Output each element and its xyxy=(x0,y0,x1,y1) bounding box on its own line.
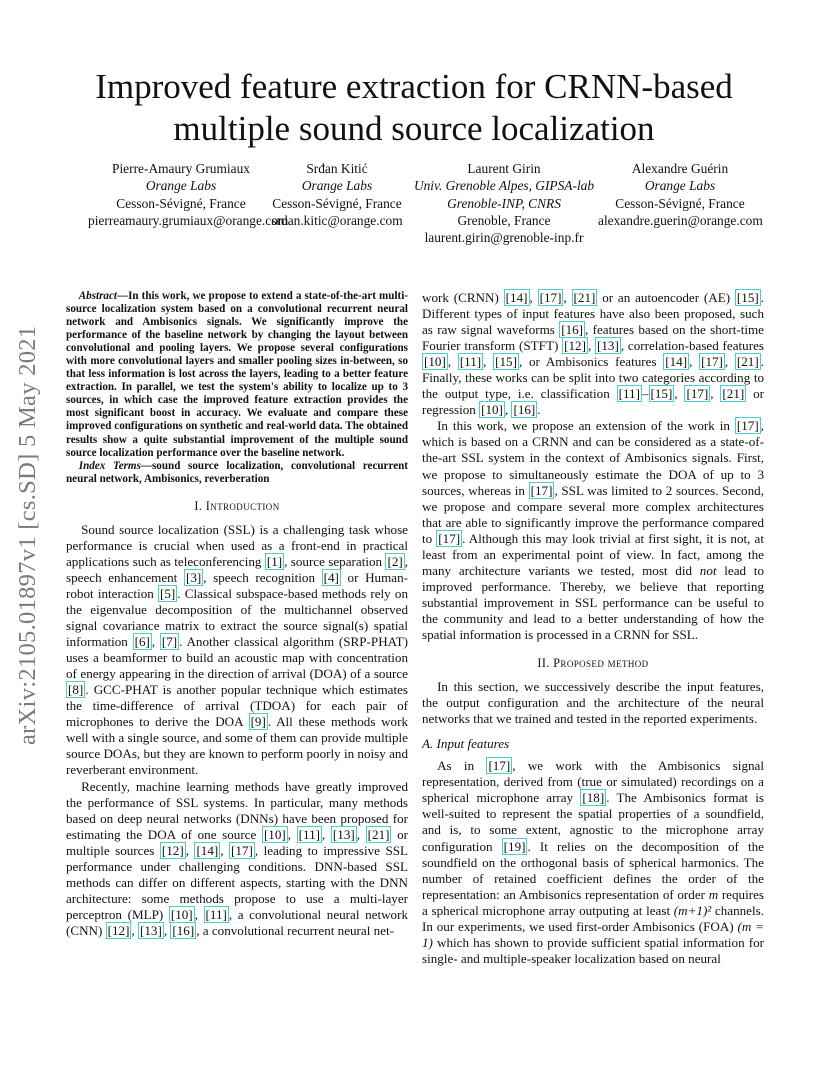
author-2 xyxy=(270,160,404,229)
citation-link[interactable]: [17] xyxy=(488,758,511,774)
citation-link[interactable]: [14] xyxy=(505,290,528,305)
author-affiliation: Orange Labs xyxy=(644,178,716,194)
author-name: Pierre-Amaury Grumiaux xyxy=(112,161,250,176)
citation-link[interactable]: [11] xyxy=(205,906,227,922)
section-number: I. xyxy=(194,498,203,513)
intro-paragraph-3: In this work, we propose an extension of the work in [17] , which is based on a CRNN and can be considered as a state-of-the-art SSL system in the context of Ambisonics signals. First, we propose to simultaneously estimate the DOA of up to 3 sources, whereas in [17] , SSL was limited to 2 sources. Second, we propose and compare several more complex architectures that are able to significantly improve the performance compared to [17] . Although this may look trivial at first sight, it is not, at least from an experimental point of view. In fact, among the many architecture variants we tested, most did not lead to improved performance. Thereby, we believe that reporting substantial improvement in SSL performance can be useful to the community and lead to a better understanding of how the spatial information is processed in a CRNN for SSL. xyxy=(422,418,764,642)
citation-link[interactable]: [15] xyxy=(736,290,759,305)
left-column xyxy=(66,290,408,939)
citation-link[interactable]: [8] xyxy=(68,682,84,698)
author-email[interactable]: pierreamaury.grumiaux@orange.com xyxy=(88,212,289,228)
section-title: Proposed method xyxy=(553,656,649,671)
citation-link[interactable]: [16] xyxy=(561,322,584,338)
citation-link[interactable]: [17] xyxy=(530,482,553,498)
abstract xyxy=(66,290,408,460)
citation-link[interactable]: [19] xyxy=(503,838,526,854)
paper-title: Improved feature extraction for CRNN-based multiple sound source localization xyxy=(95,67,733,148)
author-location: Cesson-Sévigné, France xyxy=(272,195,402,211)
citation-link[interactable]: [21] xyxy=(722,386,745,402)
citation-link[interactable]: [21] xyxy=(367,826,390,842)
section-number: II. xyxy=(537,656,550,671)
citation-link[interactable]: [3] xyxy=(185,569,202,585)
citation-link[interactable]: [17] xyxy=(736,418,759,434)
author-affiliation: Orange Labs xyxy=(145,178,217,194)
citation-link[interactable]: [17] xyxy=(539,290,562,305)
citation-link[interactable]: [21] xyxy=(736,354,759,370)
abstract-text: —In this work, we propose to extend a state-of-the-art multi-source localization system based on a convolutional recurrent neural network and Ambisonics signals. We significantly improve the performance of the baseline network by changing the layout between convolutional and pooling layers. We propose several configurations with more convolutional layers and smaller pooling sizes in-between, so that less information is lost across the layers, leading to a better feature extraction. In parallel, we test the system's ability to localize up to 3 sources, in which case the improved feature extraction provides the most significant boost in accuracy. We evaluate and compare these improved configurations on synthetic and real-world data. The obtained results show a quite substantial improvement of the multiple sound source localization performance over the baseline network. xyxy=(66,290,408,459)
citation-link[interactable]: [12] xyxy=(564,338,586,354)
citation-link[interactable]: [13] xyxy=(332,826,355,842)
citation-link[interactable]: [14] xyxy=(665,354,688,370)
citation-link[interactable]: [9] xyxy=(250,714,266,730)
index-terms xyxy=(66,460,408,486)
method-paragraph-1: In this section, we successively describe the input features, the output configuration and the architecture of the neural networks that we trained and tested in the reported experiments. xyxy=(422,679,764,727)
citation-link[interactable]: [4] xyxy=(323,569,339,585)
citation-link[interactable]: [10] xyxy=(424,354,446,370)
author-email[interactable]: alexandre.guerin@orange.com xyxy=(598,212,763,228)
author-1 xyxy=(88,160,289,229)
citation-link[interactable]: [2] xyxy=(387,553,403,569)
citation-link[interactable]: [12] xyxy=(107,922,130,938)
citation-link[interactable]: [10] xyxy=(170,906,193,922)
citation-link[interactable]: [6] xyxy=(134,634,150,650)
author-email[interactable]: laurent.girin@grenoble-inp.fr xyxy=(424,230,584,246)
author-name: Laurent Girin xyxy=(467,161,541,176)
citation-link[interactable]: [16] xyxy=(172,922,195,938)
author-name: Srđan Kitić xyxy=(306,161,368,176)
citation-link[interactable]: [15] xyxy=(650,386,673,402)
index-terms-label: Index Terms xyxy=(78,459,141,472)
citation-link[interactable]: [11] xyxy=(459,354,482,370)
section-heading-proposed-method xyxy=(422,655,764,671)
citation-link[interactable]: [16] xyxy=(513,402,536,418)
author-location: Cesson-Sévigné, France xyxy=(615,195,745,211)
author-affiliation: Univ. Grenoble Alpes, GIPSA-lab xyxy=(413,178,595,194)
citation-link[interactable]: [13] xyxy=(140,922,162,938)
author-3 xyxy=(410,160,598,246)
citation-link[interactable]: [11] xyxy=(298,826,321,842)
author-block xyxy=(0,160,828,250)
right-column xyxy=(422,290,764,967)
citation-link[interactable]: [11] xyxy=(618,386,640,402)
index-terms-text: —sound source localization, convolutional recurrent neural network, Ambisonics, reverberation xyxy=(66,459,408,485)
author-location: Grenoble, France xyxy=(457,212,551,228)
author-affiliation: Orange Labs xyxy=(301,178,373,194)
citation-link[interactable]: [17] xyxy=(701,354,723,370)
citation-link[interactable]: [13] xyxy=(597,338,619,354)
citation-link[interactable]: [15] xyxy=(495,354,517,370)
author-location: Cesson-Sévigné, France xyxy=(116,195,246,211)
subsection-heading-input-features: A. Input features xyxy=(422,736,510,752)
intro-paragraph-1: Sound source localization (SSL) is a challenging task whose performance is crucial when used as a front-end in practical applications such as teleconferencing [1] , source separation [2] , speech enhancement [3] , speech recognition [4] or Human-robot interaction [5] . Classical subspace-based methods rely on the eigenvalue decomposition of the multichannel observed signal covariance matrix to extract the source signal(s) spatial information [6] , [7] . Another classical algorithm (SRP-PHAT) uses a beamformer to build an acoustic map with concentration of energy appearing in the direction of arrival (DOA) of a source [8] . GCC-PHAT is another popular technique which estimates the time-difference of arrival (TDOA) for each pair of microphones to derive the DOA [9] . All these methods work well with a single source, and some of them can provide multiple source DOAs, but they are known to perform poorly in noisy and reverberant environment. xyxy=(66,521,409,778)
citation-link[interactable]: [14] xyxy=(196,842,219,858)
citation-link[interactable]: [10] xyxy=(481,402,503,418)
intro-paragraph-2-continued: work (CRNN) [14] , [17] , [21] or an autoencoder (AE) [15] . Different types of input features have also been proposed, such as raw signal waveforms [16] , features based on the short-time Fourier transform (STFT) [12] , [13] , correlation-based features [10] , [11] , [15] , or Ambisonics features [14] , [17] , [21] . Finally, these works can be split into two categories according to the output type, i.e. classification [11] – [15] , [17] , [21] or regression [10] , [16] . xyxy=(422,290,765,418)
citation-link[interactable]: [7] xyxy=(161,634,178,650)
citation-link[interactable]: [17] xyxy=(686,386,709,402)
citation-link[interactable]: [18] xyxy=(582,790,605,806)
input-features-paragraph: As in [17] , we work with the Ambisonics signal representation, derived from (true or simulated) recordings on a spherical microphone array [18] . The Ambisonics format is well-suited to represent the spatial properties of a soundfield, and is, to some extent, agnostic to the microphone array configuration [19] . It relies on the decomposition of the soundfield on the orthogonal basis of spherical harmonics. The number of retained coefficient defines the order of the representation: an Ambisonics representation of order m requires a spherical microphone array outputing at least (m+1)² channels. In our experiments, we used first-order Ambisonics (FOA) (m = 1) which has shown to provide sufficient spatial information for single- and multiple-speaker localization based on neural xyxy=(422,758,764,966)
arxiv-identifier[interactable]: arXiv:2105.01897v1 [cs.SD] 5 May 2021 xyxy=(14,325,41,745)
citation-link[interactable]: [1] xyxy=(266,553,283,569)
author-email[interactable]: srdan.kitic@orange.com xyxy=(271,212,403,228)
citation-link[interactable]: [12] xyxy=(161,842,184,858)
citation-link[interactable]: [5] xyxy=(160,585,176,601)
citation-link[interactable]: [17] xyxy=(231,842,253,858)
author-4 xyxy=(598,160,762,229)
intro-paragraph-2: Recently, machine learning methods have greatly improved the performance of SSL systems. In particular, many methods based on deep neural networks (DNNs) have been proposed for estimating the DOA of one source [10] , [11] , [13] , [21] or multiple sources [12] , [14] , [17] , leading to impressive SSL performance under challenging conditions. DNN-based SSL methods can differ on different aspects, starting with the DNN architecture: some methods propose to use a multi-layer perceptron (MLP) [10] , [11] , a convolutional neural network (CNN) [12] , [13] , [16] , a convolutional recurrent neural net- xyxy=(66,778,409,938)
citation-link[interactable]: [21] xyxy=(573,290,596,305)
author-name: Alexandre Guérin xyxy=(631,161,729,176)
section-title: Introduction xyxy=(205,498,280,513)
citation-link[interactable]: [17] xyxy=(438,530,461,546)
citation-link[interactable]: [10] xyxy=(263,826,286,842)
author-affiliation-2: Grenoble-INP, CNRS xyxy=(447,195,561,211)
abstract-label: Abstract xyxy=(78,290,117,302)
section-heading-introduction xyxy=(66,498,408,514)
